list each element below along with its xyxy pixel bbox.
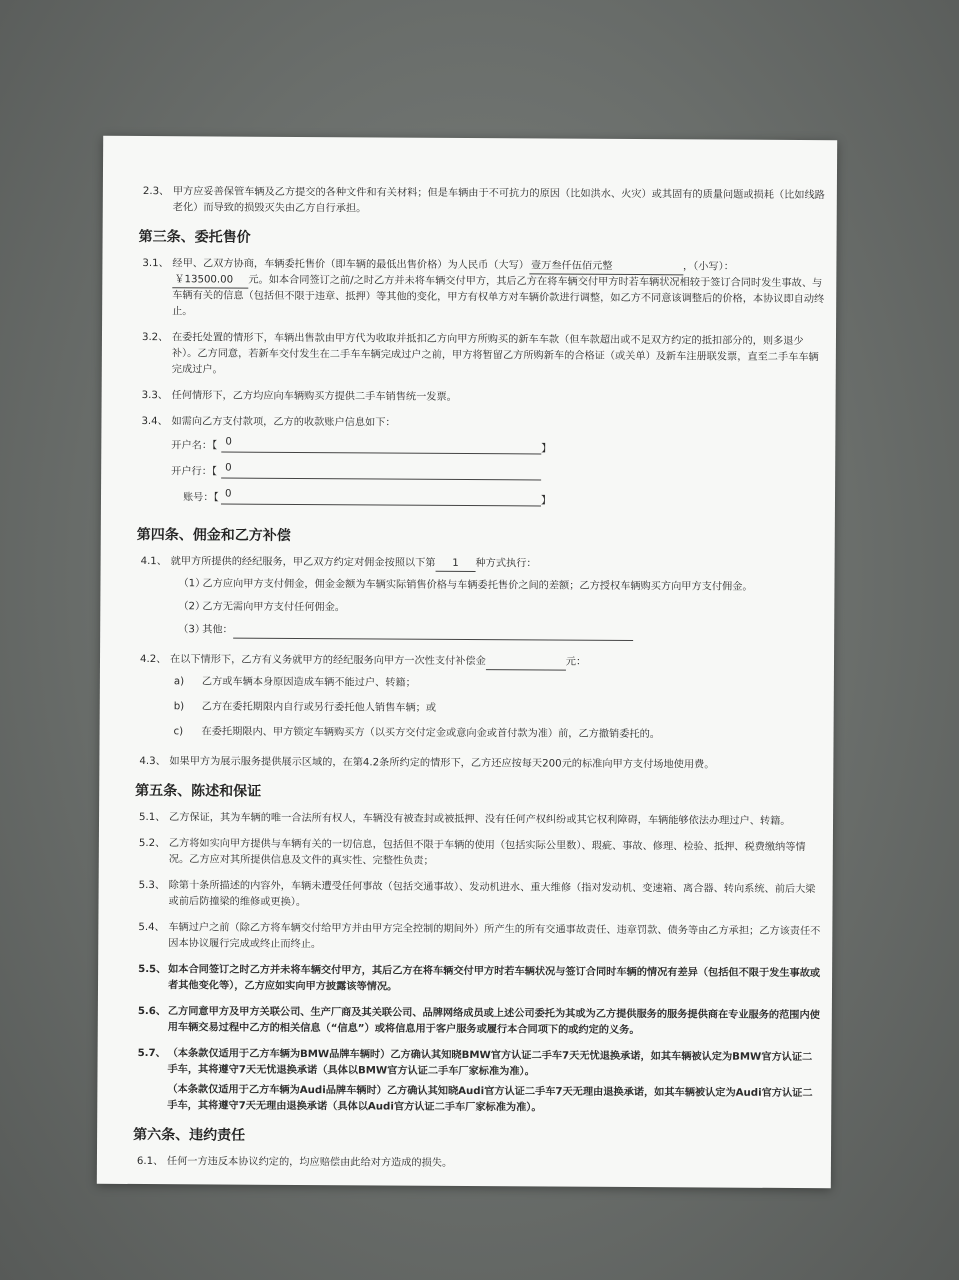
contract-body	[133, 184, 825, 1184]
item-text: 乙方在委托期限内自行或另行委托他人销售车辆；或	[201, 701, 437, 714]
section5-title: 第五条、陈述和保证	[135, 782, 262, 800]
amount-number-field: ￥13500.00	[172, 273, 248, 288]
clause-text: 乙方同意甲方及甲方关联公司、生产厂商及其关联公司、品牌网络成员或上述公司委托为其或为乙方提供服务的服务提供商在专业服务的范围内使用车辆交易过程中乙方的相关信息（“信息”）或将信息用于客户服务或履行本合同项下的或约定的义务。	[167, 1006, 820, 1037]
clause-number: 5.5、	[138, 963, 167, 976]
item-text: 在委托期限内、甲方锁定车辆购买方（以买方交付定金或意向金或首付款为准）前，乙方撤销委托的。	[201, 726, 661, 741]
clause-number: 6.1、	[136, 1155, 164, 1168]
item-text: 乙方或车辆本身原因造成车辆不能过户、转籍；	[201, 676, 416, 689]
condition-c	[136, 724, 822, 744]
clause-2-3	[139, 184, 825, 220]
bracket-close: 】	[541, 443, 552, 455]
clause-number: 2.3、	[142, 186, 170, 198]
clause-text: 乙方保证，其为车辆的唯一合法所有权人，车辆没有被查封或被抵押、没有任何产权纠纷或其它权利障碍，车辆能够依法办理过户、转籍。	[169, 812, 791, 827]
clause-text: 在委托处置的情形下，车辆出售款由甲方代为收取并抵扣乙方向甲方所购买的新车车款（但车款超出或不足双方约定的抵扣部分的，则多退少补）。乙方同意，若新车交付发生在二手车车辆完成过户之前，甲方将暂留乙方所购新车的合格证（或关单）及新车注册联发票，直至二手车车辆完成过户。	[171, 332, 819, 376]
clause-3-1	[138, 256, 824, 324]
bank-name-row	[137, 462, 823, 488]
section4-title: 第四条、佣金和乙方补偿	[136, 526, 291, 544]
contract-page	[97, 136, 837, 1188]
clause-5-6	[134, 1004, 820, 1040]
clause-text: 在以下情形下，乙方有义务就甲方的经纪服务向甲方一次性支付补偿金	[169, 654, 486, 668]
clause-4-3	[135, 754, 821, 774]
item-marker: a)	[173, 676, 185, 688]
clause-text: 元：	[565, 656, 587, 668]
bank-name-label: 开户行：【	[171, 466, 218, 478]
bracket-close: 】	[540, 495, 552, 507]
clause-text: ，（小写）：	[682, 261, 734, 273]
clause-number: 5.7、	[137, 1047, 166, 1060]
clause-text: 车辆过户之前（除乙方将车辆交付给甲方并由甲方完全控制的期间外）所产生的所有交通事故责任、违章罚款、债务等由乙方承担；乙方该责任不因本协议履行完成或终止而终止。	[168, 922, 821, 951]
clause-number: 5.6、	[137, 1005, 167, 1018]
option-3	[136, 622, 822, 642]
section3-title: 第三条、委托售价	[138, 228, 251, 246]
account-name-field: 0	[221, 436, 541, 454]
clause-text: 元。如本合同签订之前/之时乙方并未将车辆交付甲方，其后乙方在将车辆交付甲方时若车辆状况相较于签订合同时发生事故、与车辆有关的信息（包括但不限于违章、抵押）等其他的变化，甲方有权单方对车辆价款进行调整，如乙方不同意该调整后的价格，本协议即自动终止。	[172, 274, 825, 318]
clause-3-2	[138, 330, 824, 382]
account-name-row	[137, 436, 823, 462]
option-marker: （3）	[178, 624, 206, 636]
clause-text: 乙方将如实向甲方提供与车辆有关的一切信息，包括但不限于车辆的使用（包括实际公里数）、瑕疵、事故、修理、检验、抵押、税费缴纳等情况。乙方应对其所提供信息及文件的真实性、完整性负责；	[168, 838, 806, 867]
other-option-field	[233, 624, 633, 641]
clause-number: 5.4、	[138, 921, 165, 934]
clause-4-2	[136, 652, 822, 672]
clause-5-7-audi	[133, 1082, 819, 1118]
clause-text: 如本合同签订之时乙方并未将车辆交付甲方，其后乙方在将车辆交付甲方时若车辆状况与签订合同时车辆的情况有差异（包括但不限于发生事故或者其他变化等），乙方应如实向甲方披露该等情况。	[167, 964, 821, 993]
clause-text: 任何情形下，乙方均应向车辆购买方提供二手车销售统一发票。	[171, 390, 457, 403]
clause-5-4	[134, 920, 820, 956]
clause-text: 如果甲方为展示服务提供展示区域的，在第4.2条所约定的情形下，乙方还应按每天200元的标准向甲方支付场地使用费。	[169, 756, 715, 771]
amount-words-field: 壹万叁仟伍佰元整	[529, 259, 683, 275]
option-text: 乙方无需向甲方支付任何佣金。	[202, 601, 345, 614]
option-marker: （2）	[178, 601, 206, 613]
account-number-row	[137, 488, 823, 514]
clause-text: 就甲方所提供的经纪服务，甲乙双方约定对佣金按照以下第	[170, 556, 436, 569]
clause-text: 任何一方违反本协议约定的，均应赔偿由此给对方造成的损失。	[166, 1156, 453, 1169]
clause-number: 4.3、	[139, 756, 166, 768]
item-marker: c)	[173, 726, 184, 738]
clause-number: 4.1、	[140, 556, 168, 568]
clause-5-5	[134, 962, 820, 998]
clause-number: 3.2、	[141, 332, 169, 344]
option-2	[136, 599, 822, 619]
clause-number: 3.1、	[142, 258, 169, 270]
option-marker: （1）	[178, 578, 206, 590]
clause-number: 5.2、	[138, 837, 166, 850]
clause-text: 如需向乙方支付款项，乙方的收款账户信息如下：	[171, 416, 396, 429]
account-number-field: 0	[221, 488, 541, 506]
clause-number: 5.1、	[139, 811, 166, 824]
clause-4-1	[137, 554, 823, 574]
commission-choice-field: 1	[435, 557, 475, 572]
clause-text: （本条款仅适用于乙方车辆为Audi品牌车辆时）乙方确认其知晓Audi官方认证二手车7天无理由退换承诺，如其车辆被认定为Audi官方认证二手车，其将遵守7天无理由退换承诺（具体以Audi官方认证二手车厂家标准为准）。	[167, 1084, 813, 1114]
condition-b	[136, 699, 822, 719]
option-1	[136, 576, 822, 596]
clause-text: 经甲、乙双方协商，车辆委托售价（即车辆的最低出售价格）为人民币（大写）	[172, 258, 530, 272]
compensation-amount-field	[486, 655, 566, 670]
clause-number: 3.3、	[141, 390, 169, 402]
clause-number: 4.2、	[139, 654, 167, 666]
item-marker: b)	[173, 701, 185, 713]
account-number-label: 账号：【	[182, 492, 219, 504]
clause-text: 种方式执行：	[475, 558, 537, 570]
option-text: 乙方应向甲方支付佣金，佣金金额为车辆实际销售价格与车辆委托售价之间的差额；乙方授权车辆购买方向甲方支付佣金。	[202, 578, 753, 593]
clause-5-3	[134, 878, 820, 914]
clause-5-1	[135, 810, 821, 830]
account-name-label: 开户名：【	[171, 440, 218, 452]
clause-number: 3.4、	[141, 416, 168, 428]
clause-5-2	[135, 836, 821, 872]
option-text: 其他：	[202, 624, 233, 636]
clause-6-1	[133, 1154, 819, 1174]
condition-a	[136, 674, 822, 694]
clause-3-4	[137, 414, 823, 434]
clause-text: 甲方应妥善保管车辆及乙方提交的各种文件和有关材料；但是车辆由于不可抗力的原因（比如洪水、火灾）或其固有的质量问题或损耗（比如线路老化）而导致的损毁灭失由乙方自行承担。	[172, 186, 825, 215]
clause-3-3	[138, 388, 824, 408]
clause-text: 除第十条所描述的内容外，车辆未遭受任何事故（包括交通事故）、发动机进水、重大维修（指对发动机、变速箱、离合器、转向系统、前后大梁或前后防撞梁的维修或更换）。	[168, 880, 816, 909]
clause-text: （本条款仅适用于乙方车辆为BMW品牌车辆时）乙方确认其知晓BMW官方认证二手车7天无忧退换承诺，如其车辆被认定为BMW官方认证二手车，其将遵守7天无忧退换承诺（具体以BMW官方认证二手车厂家标准为准）。	[167, 1048, 813, 1078]
clause-5-7	[133, 1046, 819, 1082]
bank-name-field: 0	[221, 462, 541, 480]
clause-number: 5.3、	[138, 879, 166, 892]
section6-title: 第六条、违约责任	[133, 1126, 246, 1144]
